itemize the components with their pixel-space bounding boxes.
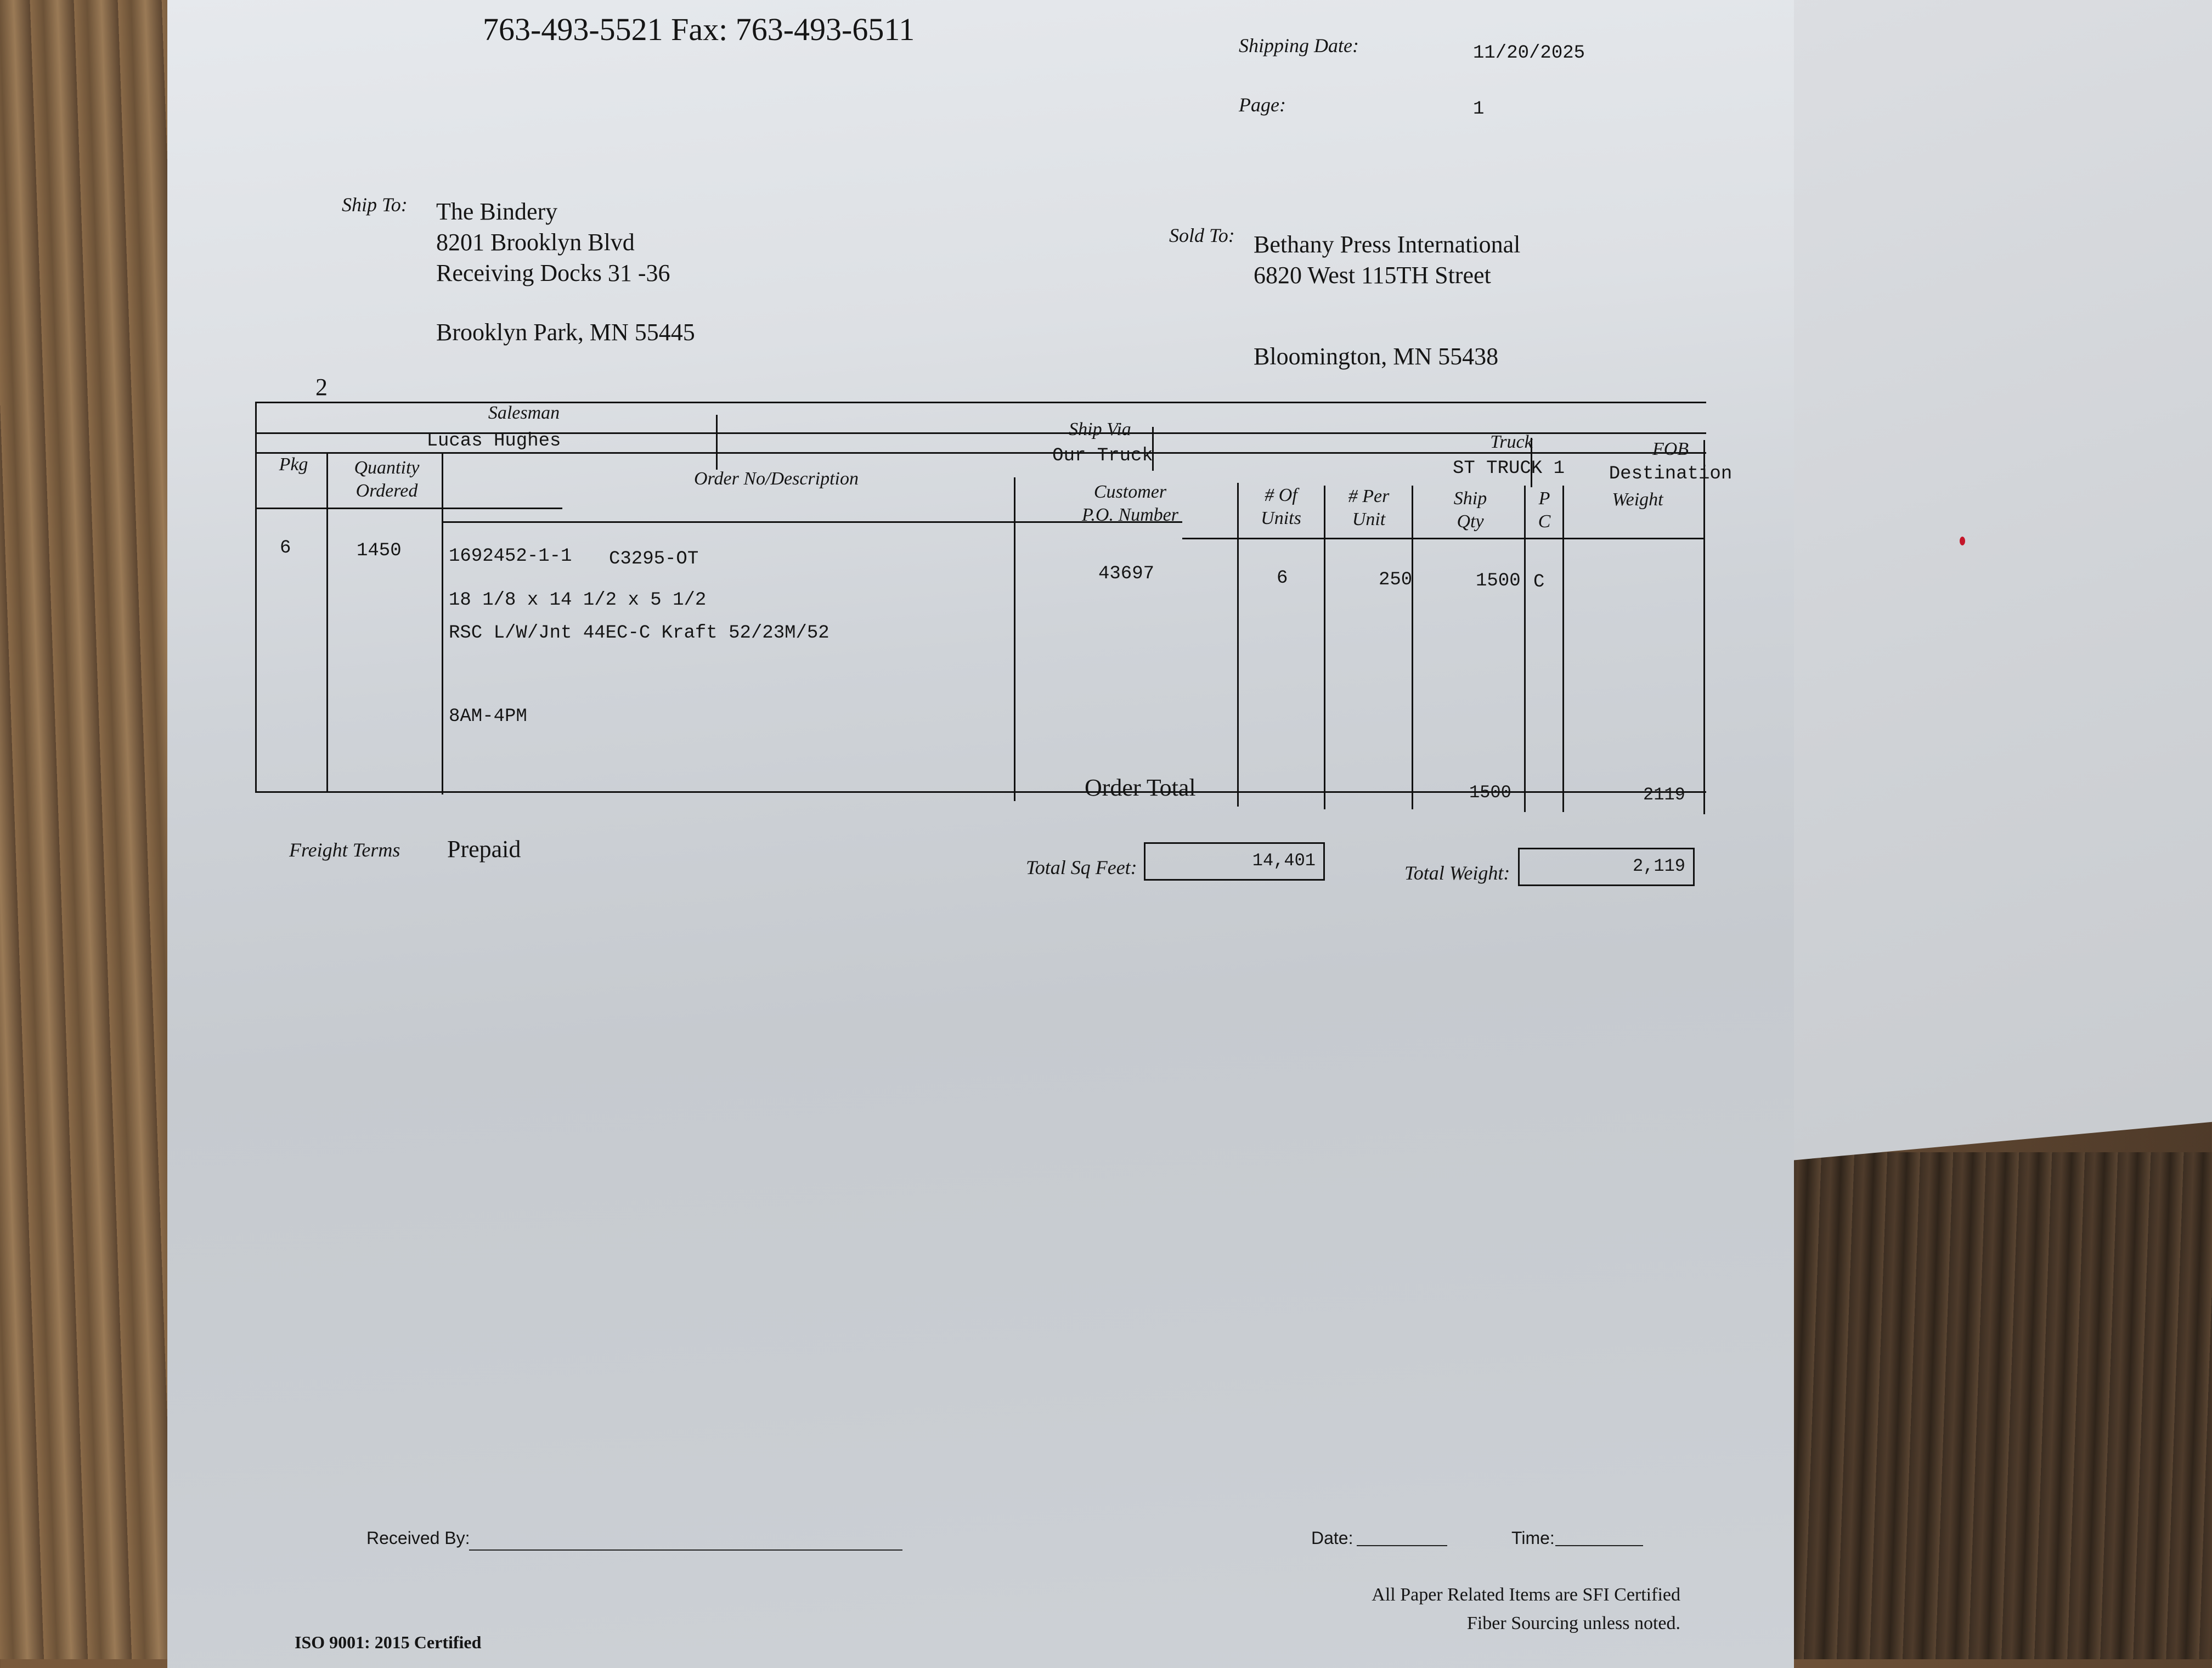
cell-num-units: 6 <box>1277 568 1288 589</box>
truck-value: ST TRUCK 1 <box>1452 458 1565 479</box>
ship-to-line3: Receiving Docks 31 -36 <box>436 260 670 286</box>
sfi-line1: All Paper Related Items are SFI Certified <box>1372 1585 1680 1605</box>
col-order-description: Order No/Description <box>693 469 859 489</box>
cell-quantity-ordered: 1450 <box>357 540 402 561</box>
ship-to-label: Ship To: <box>342 194 408 216</box>
truck-label: Truck <box>1490 432 1533 452</box>
time-label: Time: <box>1511 1528 1555 1548</box>
received-by-line <box>469 1549 902 1551</box>
cell-order-no: 1692452-1-1 <box>449 546 572 567</box>
cell-per-unit: 250 <box>1379 570 1413 590</box>
sold-to-line2: 6820 West 115TH Street <box>1254 262 1491 289</box>
shipping-date-label: Shipping Date: <box>1239 35 1359 57</box>
total-weight-box: 2,119 <box>1518 848 1695 886</box>
col-per-unit: # Per Unit <box>1348 486 1390 529</box>
salesman-value: Lucas Hughes <box>426 431 561 452</box>
wood-surface-right <box>1756 1152 2212 1659</box>
phone-fax: 763-493-5521 Fax: 763-493-6511 <box>483 12 915 47</box>
cell-description: RSC L/W/Jnt 44EC-C Kraft 52/23M/52 <box>449 623 830 644</box>
ship-to-line4: Brooklyn Park, MN 55445 <box>436 319 695 346</box>
order-total-label: Order Total <box>1085 774 1196 801</box>
cell-dimensions: 18 1/8 x 14 1/2 x 5 1/2 <box>449 590 707 611</box>
order-total-ship-qty: 1500 <box>1469 782 1511 803</box>
sold-to-address <box>1254 229 1520 372</box>
ship-via-label: Ship Via <box>1069 419 1131 439</box>
col-pc: P C <box>1538 488 1551 532</box>
handwritten-number: 2 <box>315 374 328 401</box>
col-num-units: # Of Units <box>1261 485 1301 528</box>
iso-certification: ISO 9001: 2015 Certified <box>295 1632 482 1652</box>
salesman-label: Salesman <box>488 403 560 423</box>
fob-value: Destination <box>1609 464 1733 484</box>
date-label: Date: <box>1311 1528 1353 1548</box>
cell-pkg: 6 <box>280 538 291 559</box>
sold-to-line3: Bloomington, MN 55438 <box>1254 343 1499 370</box>
received-by-label: Received By: <box>366 1528 470 1548</box>
sold-to-label: Sold To: <box>1169 224 1235 246</box>
freight-terms-value: Prepaid <box>447 836 521 863</box>
date-line <box>1357 1545 1447 1546</box>
shipping-date: 11/20/2025 <box>1473 43 1585 64</box>
freight-terms-label: Freight Terms <box>289 839 400 861</box>
sfi-line2: Fiber Sourcing unless noted. <box>1466 1613 1680 1633</box>
wood-surface-left <box>0 0 187 1659</box>
cell-hours: 8AM-4PM <box>449 706 527 727</box>
cell-pc: C <box>1533 572 1545 593</box>
total-sq-feet-label: Total Sq Feet: <box>1026 856 1137 878</box>
order-total-weight: 2119 <box>1643 785 1685 805</box>
col-ship-qty: Ship Qty <box>1453 488 1487 532</box>
col-customer-po: Customer P.O. Number <box>1082 482 1178 525</box>
col-pkg: Pkg <box>279 454 308 475</box>
cell-ship-qty: 1500 <box>1476 571 1521 591</box>
packing-slip <box>167 0 1794 1668</box>
page-number: 1 <box>1473 99 1485 120</box>
ship-to-line1: The Bindery <box>436 198 558 225</box>
page-label: Page: <box>1239 94 1286 116</box>
cell-customer-po: 43697 <box>1098 563 1155 584</box>
ship-to-address <box>436 196 695 348</box>
fob-label: FOB <box>1652 439 1689 459</box>
red-mark <box>1960 537 1965 545</box>
sold-to-line1: Bethany Press International <box>1254 231 1521 258</box>
time-line <box>1555 1545 1643 1546</box>
total-sq-feet-box: 14,401 <box>1144 842 1325 881</box>
col-weight: Weight <box>1612 489 1663 510</box>
cell-item-code: C3295-OT <box>609 549 699 570</box>
ship-via-value: Our Truck <box>1052 446 1153 466</box>
col-quantity-ordered: Quantity Ordered <box>354 458 420 501</box>
ship-to-line2: 8201 Brooklyn Blvd <box>436 229 635 256</box>
total-weight-label: Total Weight: <box>1404 862 1510 884</box>
